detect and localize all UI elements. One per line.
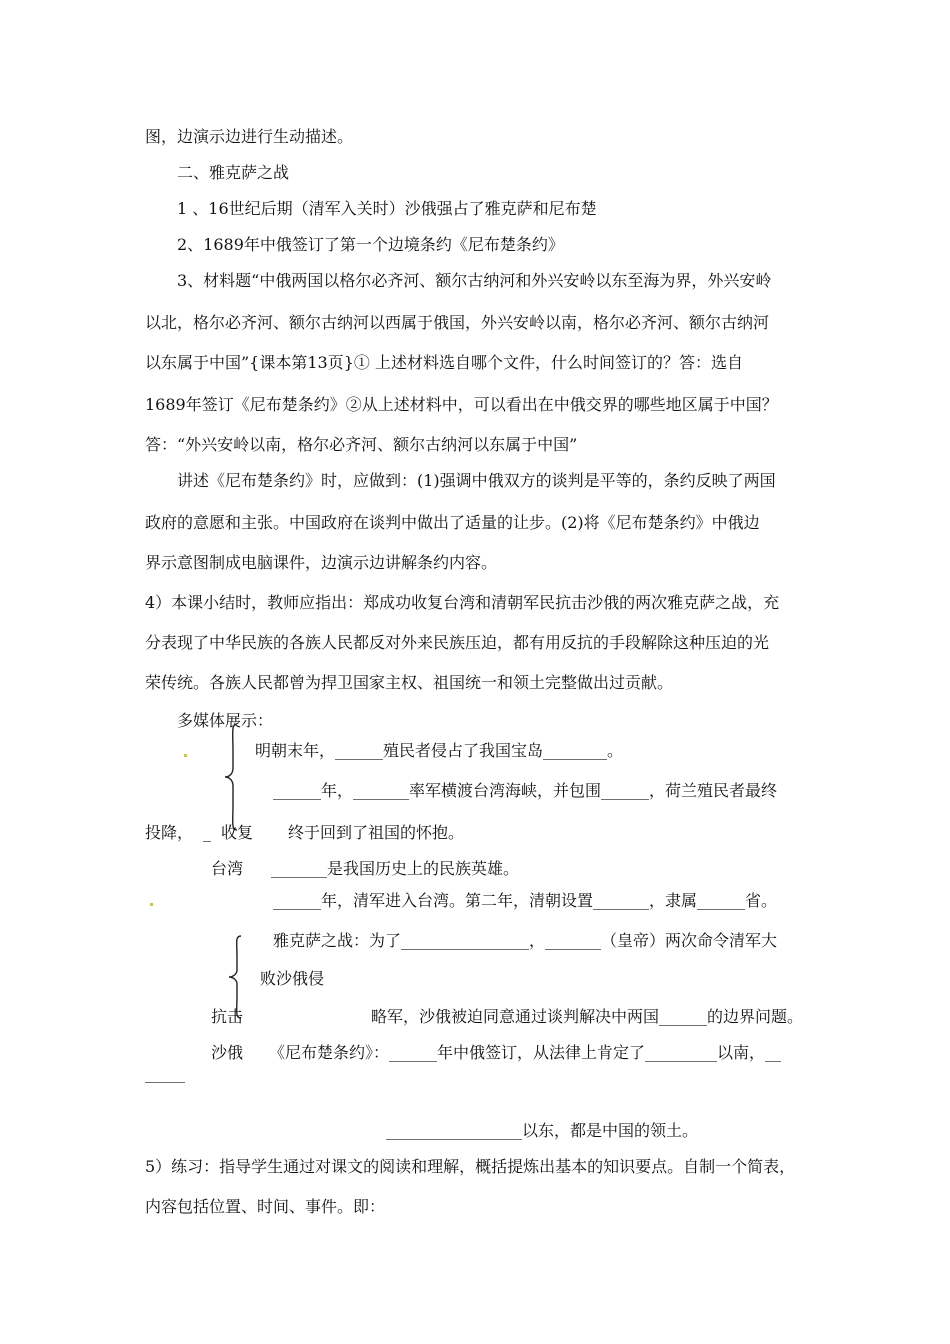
fill-blank-line: _________________以东，都是中国的领土。 [386, 1121, 699, 1140]
section-heading: 多媒体展示： [177, 711, 274, 730]
list-item: 1 、16世纪后期（清军入关时）沙俄强占了雅克萨和尼布楚 [177, 199, 597, 218]
paragraph-line: 分表现了中华民族的各族人民都反对外来民族压迫，都有用反抗的手段解除这种压迫的光 [145, 633, 770, 652]
fill-blank: _ [203, 823, 211, 842]
paragraph-line: 以北，格尔必齐河、额尔古纳河以西属于俄国，外兴安岭以南，格尔必齐河、额尔古纳河 [145, 313, 770, 332]
fill-blank-line: 雅克萨之战：为了________________，_______（皇帝）两次命令清军大 [273, 931, 778, 950]
paragraph-line: 政府的意愿和主张。中国政府在谈判中做出了适量的让步。(2)将《尼布楚条约》中俄边 [145, 513, 760, 532]
fill-blank-line: ______年，清军进入台湾。第二年，清朝设置_______，隶属______省。 [273, 891, 778, 910]
bullet-dot [150, 903, 153, 906]
section-heading: 二、雅克萨之战 [177, 163, 290, 182]
fill-blank-line: 败沙俄侵 [260, 969, 325, 988]
paragraph-line: 界示意图制成电脑课件，边演示边讲解条约内容。 [145, 553, 498, 572]
fill-blank-line-end: 终于回到了祖国的怀抱。 [288, 823, 465, 842]
fill-blank-line: _____ [145, 1064, 185, 1083]
paragraph-line: 1689年签订《尼布楚条约》②从上述材料中，可以看出在中俄交界的哪些地区属于中国？ [145, 395, 778, 414]
paragraph-line: 以东属于中国”{课本第13页}① 上述材料选自哪个文件，什么时间签订的？答：选自 [145, 353, 743, 372]
paragraph-line: 答：“外兴安岭以南，格尔必齐河、额尔古纳河以东属于中国” [145, 435, 578, 454]
list-item: 2、1689年中俄签订了第一个边境条约《尼布楚条约》 [177, 235, 564, 254]
fill-blank-line: 明朝末年，______殖民者侵占了我国宝岛________。 [255, 741, 624, 760]
branch-label-resist: 抗击 [211, 1007, 244, 1026]
left-brace [222, 722, 242, 832]
fill-blank-line: 《尼布楚条约》：______年中俄签订，从法律上肯定了_________以南，__ [269, 1043, 782, 1062]
branch-label-recover: 收复 [221, 823, 254, 842]
fill-blank-line: _______是我国历史上的民族英雄。 [271, 859, 520, 878]
fill-blank-line: ______年，_______率军横渡台湾海峡，并包围______，荷兰殖民者最终 [273, 781, 778, 800]
paragraph-line: 5）练习：指导学生通过对课文的阅读和理解，概括提炼出基本的知识要点。自制一个简表， [145, 1157, 796, 1176]
paragraph-line: 图，边演示边进行生动描述。 [145, 127, 354, 146]
fill-blank-line: 略军，沙俄被迫同意通过谈判解决中两国______的边界问题。 [371, 1007, 804, 1026]
bullet-dot [184, 754, 187, 757]
paragraph-line: 讲述《尼布楚条约》时，应做到：(1)强调中俄双方的谈判是平等的，条约反映了两国 [177, 471, 776, 490]
fill-blank-line-start: 投降， [145, 823, 194, 842]
branch-label-russia: 沙俄 [211, 1043, 244, 1062]
paragraph-line: 4）本课小结时，教师应指出：郑成功收复台湾和清朝军民抗击沙俄的两次雅克萨之战，充 [145, 593, 780, 612]
paragraph-line: 荣传统。各族人民都曾为捍卫国家主权、祖国统一和领土完整做出过贡献。 [145, 673, 674, 692]
paragraph-line: 内容包括位置、时间、事件。即： [145, 1197, 386, 1216]
branch-label-taiwan: 台湾 [211, 859, 244, 878]
list-item: 3、材料题“中俄两国以格尔必齐河、额尔古纳河和外兴安岭以东至海为界，外兴安岭 [177, 271, 772, 290]
